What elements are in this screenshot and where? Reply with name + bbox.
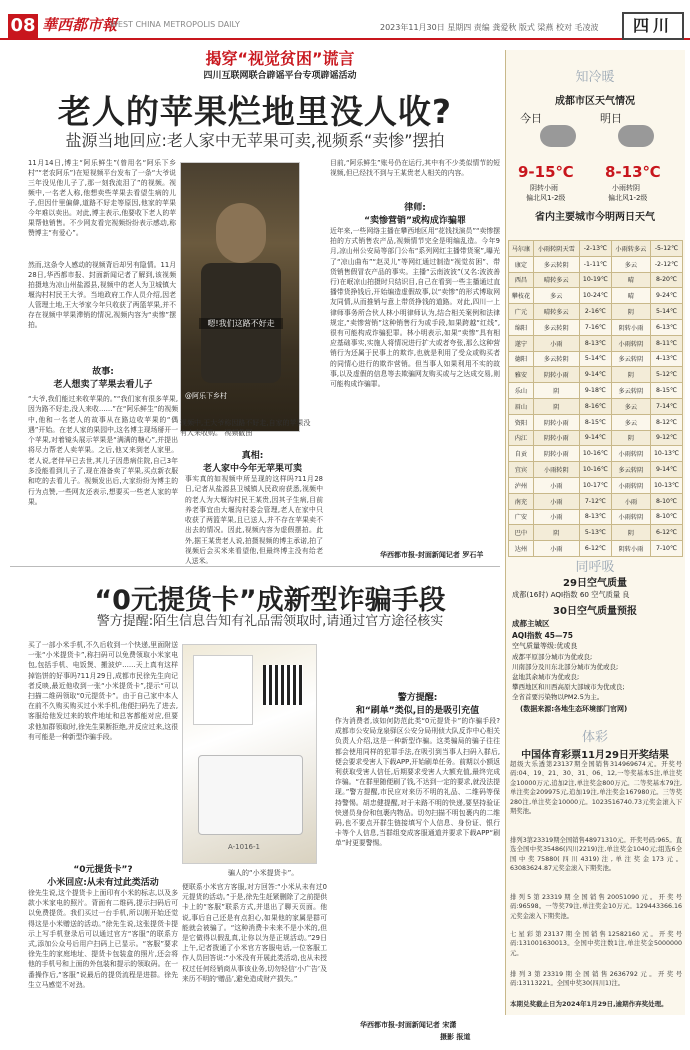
weather-row: [509, 414, 683, 430]
page-number: 08: [8, 14, 38, 38]
lottery-title: 中国体育彩票11月29日开奖结果: [521, 750, 669, 761]
tomorrow-temp: 8-13℃: [605, 163, 661, 181]
weather-cell: 5-12℃: [650, 367, 682, 383]
product-box-shape: [198, 755, 303, 835]
weather-cell: 6-12℃: [650, 525, 682, 541]
weather-cell: 小雨: [611, 493, 650, 509]
weather-cell: 小雨转阴: [533, 462, 579, 478]
weather-cell: 9-18℃: [579, 383, 611, 399]
b-h1: [28, 862, 178, 888]
subheadline-2: 警方提醒:陌生信息告知有礼品需领取时,请通过官方途径核实: [96, 614, 444, 629]
gift-card-photo: [182, 644, 317, 864]
photo-tag: A-1016-1: [228, 843, 260, 851]
police-text: 作为消费者,该如何防范此类“0元提货卡”的诈骗手段?成都市公安局龙泉驿区公安分局刑侦大队反诈中心相关负责人介绍,这是一种新型诈骗。这类骗局的骗子往往都会使用同样的犯罪手法,在吸引到当事人扫码入群后,便会要求受害人下载APP,开始刷单任务。前期以小额返利获取受害人信任,后期要求受害人大额充值,最终完成诈骗。“在群里随便刷了钱,不达到一定的要求,就没法提现。”警方提醒,市民应对来历不明的礼品、二维码等保持警惕。胡忠健提醒,对于未路不明的快递,要坚持验证快递员身份和包裹内物品。切勿扫描不明包裹内的二维码,也不要点开群生链接填写个人信息、身份证、银行卡等个人信息,当群组变成客服通道并要求下载APP“刷单”时更要警惕。: [335, 717, 500, 848]
lead-paragraph: 11月14日,博主“阿乐鲜生”(曾用名“阿乐下乡村”“老农阿乐”)在短视频平台发布了一条“大爷说三年没见他儿子了,那一刻我流泪了”的视频。视频中,一名老人称,他想卖些苹果去看望生病的儿子,但因什里偏僻,道路不好走等原因,他家的苹果今年难以卖出。对此,博主表示,他要收下老人的苹果帮他销售。不少网友看完视频纷纷表示感动,称赞博主“有爱心”。: [28, 159, 176, 237]
header-bar: [0, 4, 690, 40]
forecast-line: 成都平原部分城市为优或良;: [512, 653, 593, 661]
weather-cell: 晴: [611, 288, 650, 304]
weather-cell: 7-10℃: [650, 541, 682, 557]
weather-cell: 自贡: [509, 446, 534, 462]
weather-row: [509, 398, 683, 414]
weather-cell: 小雨: [533, 541, 579, 557]
b-h1-sub: 小米回应:从未有过此类活动: [47, 878, 159, 888]
weather-cell: 8-12℃: [650, 414, 682, 430]
weather-cell: 多云转阴: [611, 462, 650, 478]
divider: [10, 566, 500, 567]
headline: 老人的苹果烂地里没人收?: [57, 92, 453, 131]
byline-top: 华西都市报-封面新闻记者 罗石羊: [380, 551, 484, 559]
weather-cell: 8-15℃: [650, 383, 682, 399]
weather-cell: 小雨: [533, 509, 579, 525]
weather-cell: 阴: [533, 383, 579, 399]
weather-row: [509, 462, 683, 478]
story-text: “大爷,我们能过来收苹果的。”“我们家有很多苹果,因为路不好走,没人来收……”在“阿乐鲜生”的视频中,他和一名老人的故事从在路边收苹果的“偶遇”开始。在老人家的果园中,这名博主现场掰开一个苹果,对着镜头展示苹果是“满满的糖心”,并提出将尽力帮老人卖苹果。之后,他又来到老人家里。老人说,老伴早已去世,其儿子因患病住院,自己3年多没能看到儿子了,现在准备卖了苹果,买点新衣服和吃的去看儿子。视频发出后,大家纷纷为博主的行为点赞,一些网友还表示,想要买一些老人家的苹果。: [28, 395, 178, 506]
weather-cell: -5-12℃: [650, 241, 682, 257]
weather-cell: 10-13℃: [650, 477, 682, 493]
weather-cell: 5-14℃: [579, 351, 611, 367]
weather-cell: 阴: [611, 367, 650, 383]
weather-cell: 绵阳: [509, 319, 534, 335]
truth-sub: 老人家中今年无苹果可卖: [202, 464, 302, 474]
weather-row: [509, 446, 683, 462]
date-line: 2023年11月30日 星期四 责编 龚爱秋 版式 梁燕 校对 毛凌波: [380, 23, 599, 32]
weather-row: [509, 541, 683, 557]
weather-cell: 阴转小雨: [533, 446, 579, 462]
weather-cell: 10-19℃: [579, 272, 611, 288]
weather-cell: 达州: [509, 541, 534, 557]
lead-paragraph-2: 然而,这条令人感动的视频背后却另有隐情。11月28日,华西都市报、封面新闻记者了解到,该视频拍摄地为凉山州盐源县,视频中的老人为卫城镇大堰沟村村民王大爷。当地政府工作人员介绍,因老人管理土地,王大爷家今年只收获了两篮苹果,并不存在视频中苹果滞销的情况,视频内容为“卖惨”摆拍。: [28, 261, 176, 329]
weather-cell: 7-14℃: [650, 398, 682, 414]
photo-user: @阿乐下乡村: [185, 392, 227, 400]
weather-row: [509, 351, 683, 367]
lottery-footer: 本期兑奖截止日为2024年1月29日,逾期作弃奖处理。: [510, 1000, 668, 1008]
b-p2: 便联系小米官方客服,对方回答:“小米从未有过0元提货的活动。”于是,徐先生赶紧删除了之前提供卡上的“客服”联系方式,并退出了聊天页面。他说,事后自己还是有点担心,如果他的家属是群可能就会被骗了。“这种消费卡未来不是小米的,但是它做得以假乱真,让你以为是正规活动。”29日上午,记者拨通了小米官方客服电话,一位客服工作人员回答说:“小米没有开展此类活动,也从未授权过任何经销商从事该业务,切勿轻信‘小广告’及来历不明的‘赠品’,避免造成财产损失。”: [182, 883, 327, 983]
weather-cell: 多云转阴: [533, 256, 579, 272]
weather-row: [509, 367, 683, 383]
police-head: 警方提醒:: [397, 693, 438, 703]
weather-cell: 多云: [533, 288, 579, 304]
weather-cell: 晴转多云: [533, 304, 579, 320]
air-line: 成都(16时) AQI指数 60 空气质量 良: [512, 590, 630, 599]
kicker-sub: 四川互联网联合辟谣平台专项辟谣活动: [203, 71, 357, 81]
weather-cell: 乐山: [509, 383, 534, 399]
forecast-line: 全省首要污染物以PM2.5为主。: [512, 693, 604, 701]
weather-cell: 康定: [509, 256, 534, 272]
weather-row: [509, 383, 683, 399]
headline-2: “0元提货卡”成新型诈骗手段: [94, 585, 446, 616]
weather-cell: 8-11℃: [650, 335, 682, 351]
weather-cell: 阴转小雨: [611, 319, 650, 335]
forecast-line: 攀西地区和川西高原大部城市为优或良;: [512, 683, 625, 691]
forecast-quality: 空气质量等级:优或良: [512, 642, 578, 650]
weather-cell: -1-11℃: [579, 256, 611, 272]
news-photo-old-man: [180, 162, 300, 432]
weather-cell: 多云: [611, 398, 650, 414]
weather-cell: 小雨: [533, 493, 579, 509]
weather-cell: 广元: [509, 304, 534, 320]
weather-cell: 小雨转阴: [611, 477, 650, 493]
weather-cell: 广安: [509, 509, 534, 525]
story-sub: 老人想卖了苹果去看儿子: [53, 380, 153, 390]
weather-cell: 8-13℃: [579, 509, 611, 525]
weather-cell: 南充: [509, 493, 534, 509]
weather-cell: -2-12℃: [650, 256, 682, 272]
weather-cell: 雅安: [509, 367, 534, 383]
weather-cell: 阴: [611, 304, 650, 320]
section-name: 四川: [622, 12, 684, 40]
weather-cell: 阴转小雨: [533, 367, 579, 383]
weather-cell: 阴: [611, 430, 650, 446]
air-banner: 同呼吸: [575, 560, 615, 575]
rain-cloud-icon: [540, 125, 576, 147]
weather-cell: 攀枝花: [509, 288, 534, 304]
weather-cell: 晴: [611, 272, 650, 288]
lottery-qxc2: 排列3第23319期全国销售2636792元。开奖号码:13113221。全国中奖30(四川1)注。: [510, 971, 682, 988]
byline-bottom-2: 摄影 报道: [440, 1033, 471, 1041]
forecast-area: 成都主城区: [512, 619, 550, 628]
card-front-shape: [193, 655, 253, 725]
weather-cell: 5-14℃: [650, 304, 682, 320]
weather-cell: 阴: [533, 398, 579, 414]
forecast-aqi: AQI指数 45—75: [512, 631, 573, 640]
weather-row: [509, 430, 683, 446]
lawyer-head: 律师:: [404, 203, 426, 213]
weather-cell: 眉山: [509, 398, 534, 414]
weather-row: [509, 525, 683, 541]
byline-bottom: 华西都市报-封面新闻记者 宋潇: [360, 1021, 457, 1029]
kicker: 揭穿“视觉贫困”谎言: [205, 49, 355, 68]
weather-cell: 8-10℃: [650, 493, 682, 509]
b-p1: 徐先生说,这个提货卡上面印有小米的标志,以及多款小米家电的照片。背面有二维码,提示扫码后可以免费提货。我们买过一台手机,所以刚开始还觉得这是小米赠送的活动。”徐先生说,这张提货卡提示上写手机登录后可以通过官方“客服”的联系方式,添加公众号后用户扫码上已显示。“客服”要求徐先生的家庭地址、提货卡包装盒的照片,还会将他的手机号和上面的外包装和提示的领取码。在一番操作后,“客服”说最后的提货流程是进群。徐先生立马感觉不对劲。: [28, 889, 178, 989]
truth-heading: [185, 448, 320, 474]
story-heading: [28, 364, 178, 388]
weather-row: [509, 319, 683, 335]
weather-cell: 多云转阴: [611, 351, 650, 367]
face-shape: [216, 203, 266, 263]
weather-cell: 多云: [611, 256, 650, 272]
weather-cell: 10-24℃: [579, 288, 611, 304]
lottery-p3: 排列3第23319期全国销售48971310元。开奖号码:965。直选全国中奖35486(四川2219)注,单注奖金1040元;组选6全国中奖75880(四川4319)注,单注奖金173元。63083624.87元奖金滚入下期奖池。: [510, 837, 682, 873]
newspaper-logo: 華西都市報: [42, 16, 118, 34]
weather-banner: 知冷暖: [575, 70, 615, 85]
newspaper-logo-en: WEST CHINA METROPOLIS DAILY: [110, 20, 240, 29]
weather-cell: -2-13℃: [579, 241, 611, 257]
tomorrow-wind: 偏北风1-2级: [608, 194, 648, 202]
lottery-banner: 体彩: [581, 730, 608, 745]
lottery-p5: 排列5第23319期全国销售20051090元。开奖号码:96598。一等奖79注,单注奖金10万元。129443366.16元奖金滚入下期奖池。: [510, 894, 682, 920]
lawyer-text: 近年来,一些网络主播在攀西地区用“花钱找演员”“卖惨摆拍的方式销售农产品,视频情节完全是明编乱造。今年9月,凉山州公安局等部门公布“系列网红主播带货案”,曝光了“凉山曲布”“赵灵儿”等网红通过制造“视觉贫困”、带货销售假冒农产品的事实。主播“云南波波”(又名:波波善行)在岷凉山拍摄时只结识目,自己在看到一些主播通过直播带货挣钱后,开始编造虚假故事,以“卖惨”的形式博取网友同情,从而推销与意上带货挣钱的道路。对此,四川一上律师事务所合伙人林小明律师认为,结合相关案例和法律规定,“卖惨营销”这种销售行为或手段,如果跨越“红线”,很有可能构成诈骗犯罪。林小明表示,如果“卖惨”具有相应基础事实,实施人将情况进行扩大或者夸张,那么这种营销行为还属于民事上的欺诈,也就是利用了受众或购买者的同情心进行的欺诈营销。但当事人如果利用不实的故事,以及虚假的信息等去欺骗网友购买或与之达成交易,则可能构成诈骗罪。: [330, 227, 500, 389]
qr-code-icon: [263, 665, 303, 705]
weather-cell: 8-15℃: [579, 414, 611, 430]
weather-cell: 10-16℃: [579, 446, 611, 462]
forecast-line: 盆地其余城市为优或良;: [512, 673, 580, 681]
lottery-qxc: 七星彩第23137期全国销售12582160元。开奖号码:131001630013。全国中奖注数1注,单注奖金5000000元。: [510, 931, 682, 957]
police-sub: 和“刷单”类似,目的是吸引充值: [355, 706, 480, 716]
b-h1-title: “0元提货卡”?: [73, 865, 133, 875]
tomorrow-desc: 小雨转阴: [612, 184, 640, 192]
weather-cell: 8-10℃: [650, 509, 682, 525]
today-label: 今日: [520, 112, 542, 125]
weather-cell: 6-13℃: [650, 319, 682, 335]
weather-row: [509, 477, 683, 493]
weather-cell: 阴: [533, 525, 579, 541]
weather-cell: 8-20℃: [650, 272, 682, 288]
weather-row: [509, 509, 683, 525]
weather-cell: 多云转阴: [533, 319, 579, 335]
weather-cell: 9-12℃: [650, 430, 682, 446]
weather-title: 成都市区天气情况: [555, 96, 635, 107]
weather-cell: 9-14℃: [650, 462, 682, 478]
today-temp: 9-15℃: [518, 163, 574, 181]
forecast-source: (数据来源:各地生态环境部门官网): [520, 705, 628, 713]
col3-top: 目前,“阿乐鲜生”账号仍在运行,其中有不少类似情节的短视频,但已经找不到与王某贵老人相关的内容。: [330, 159, 500, 177]
weather-cell: 9-14℃: [579, 367, 611, 383]
subheadline: 盐源当地回应:老人家中无苹果可卖,视频系“卖惨”摆拍: [65, 131, 445, 150]
weather-cell: 宜宾: [509, 462, 534, 478]
weather-cell: 6-12℃: [579, 541, 611, 557]
weather-cell: 小雨转阴: [611, 446, 650, 462]
lawyer-heading: [330, 200, 500, 226]
weather-cell: 内江: [509, 430, 534, 446]
weather-cell: 马尔康: [509, 241, 534, 257]
weather-row: [509, 272, 683, 288]
weather-cell: 小雨转阴: [611, 335, 650, 351]
weather-row: [509, 493, 683, 509]
weather-cell: 泸州: [509, 477, 534, 493]
forecast-line: 川南部分及川东北部分城市为优或良;: [512, 663, 619, 671]
lottery-dlt: 超级大乐透第23137期全国销售314969674元。开奖号码:04、19、21、30、31、06、12,一等奖基本5注,单注奖金10000万元,追加2注,单注奖金800万元。二等奖基本79注,单注奖金209975元,追加19注,单注奖金167980元。三等奖280注,单注奖金10000元。1023516740.73元奖金滚入下期奖池。: [510, 761, 682, 816]
weather-row: [509, 288, 683, 304]
weather-cell: 8-13℃: [579, 335, 611, 351]
photo-subtitle: 嗯!我们这路不好走: [199, 318, 283, 329]
weather-cell: 小雨转多云: [611, 241, 650, 257]
weather-cell: 阴转小雨: [533, 414, 579, 430]
weather-cell: 9-24℃: [650, 288, 682, 304]
air-title: 29日空气质量: [563, 578, 627, 589]
weather-cell: 西昌: [509, 272, 534, 288]
weather-row: [509, 241, 683, 257]
weather-cell: 德阳: [509, 351, 534, 367]
weather-cell: 7-12℃: [579, 493, 611, 509]
weather-cell: 资阳: [509, 414, 534, 430]
weather-row: [509, 304, 683, 320]
weather-cell: 2-16℃: [579, 304, 611, 320]
weather-cell: 7-16℃: [579, 319, 611, 335]
weather-cell: 晴转多云: [533, 272, 579, 288]
weather-cell: 4-13℃: [650, 351, 682, 367]
police-heading: [335, 690, 500, 716]
tomorrow-label: 明日: [600, 112, 622, 125]
weather-cell: 小雨: [533, 477, 579, 493]
weather-row: [509, 256, 683, 272]
weather-cell: 多云转阴: [533, 351, 579, 367]
weather-cell: 9-14℃: [579, 430, 611, 446]
weather-cell: 10-13℃: [650, 446, 682, 462]
lawyer-sub: “卖惨营销”或构成诈骗罪: [364, 216, 466, 226]
weather-cell: 小雨: [533, 335, 579, 351]
weather-cell: 8-16℃: [579, 398, 611, 414]
rain-cloud-icon-2: [618, 125, 654, 147]
weather-cell: 小雨转阴: [611, 509, 650, 525]
weather-cell: 阴转小雨: [533, 430, 579, 446]
today-desc: 阴转小雨: [530, 184, 558, 192]
weather-cell: 10-17℃: [579, 477, 611, 493]
truth-head: 真相:: [241, 451, 264, 461]
truth-text: 事实真的如视频中所呈现的这样吗?11月28日,记者从盐源县卫城镇人民政府获悉,视频中的老人为大堰沟村民王某贵,因其子生病,目前养老事宜由大堰沟村委会管理,老人在家中只收获了两篮苹果,且已送人,并不存在苹果卖不出去的情况。因此,视频内容为虚假摆拍。此外,据王某贵老人说,拍摄视频的博主承诺,拍了视频后会买米来看望他,但最终博主没有给老人送米。: [185, 475, 323, 566]
weather-row: [509, 335, 683, 351]
weather-table: [508, 240, 683, 557]
weather-cell: 阴: [611, 525, 650, 541]
weather-cell: 多云转阴: [611, 383, 650, 399]
photo-caption: 视频中,王大爷称因路不好走,自家的苹果没有人来收购。 视频截图: [180, 419, 311, 437]
lead-paragraph-b: 买了一部小米手机,不久后收到一个快递,里面附送一张“小米提货卡”,称扫码可以免费领取小米家电包,包括手机、电饭煲、搬波炉……天上真有这样掉馅饼的好事吗?11月29日,成都市民徐先生向记者反映,最近他收到一张“小米提货卡”,提示“可以扫描二维码领取“0元提货卡”。由于自己家中本人在前不久购买购买过小米手机,他便扫码先了进去,客服给他发过来的软件地址和总客都能对应,但要求他加群领取时,徐先生果断拒绝,并反应过来,这很有可能是一种新型诈骗手段。: [28, 641, 178, 741]
weather-cell: 10-16℃: [579, 462, 611, 478]
province-title: 省内主要城市今明两日天气: [535, 212, 655, 223]
weather-cell: 5-13℃: [579, 525, 611, 541]
photo-caption-2: 骗人的“小米提货卡”。: [228, 869, 299, 877]
weather-cell: 小雨转阴天雪: [533, 241, 579, 257]
forecast-lines: [512, 652, 684, 702]
weather-cell: 遂宁: [509, 335, 534, 351]
forecast-title: 30日空气质量预报: [553, 606, 637, 617]
page-header: [0, 0, 690, 42]
story-head: 故事:: [92, 367, 114, 377]
weather-cell: 多云: [611, 414, 650, 430]
today-wind: 偏北风1-2级: [526, 194, 566, 202]
weather-cell: 阴转小雨: [611, 541, 650, 557]
weather-cell: 巴中: [509, 525, 534, 541]
